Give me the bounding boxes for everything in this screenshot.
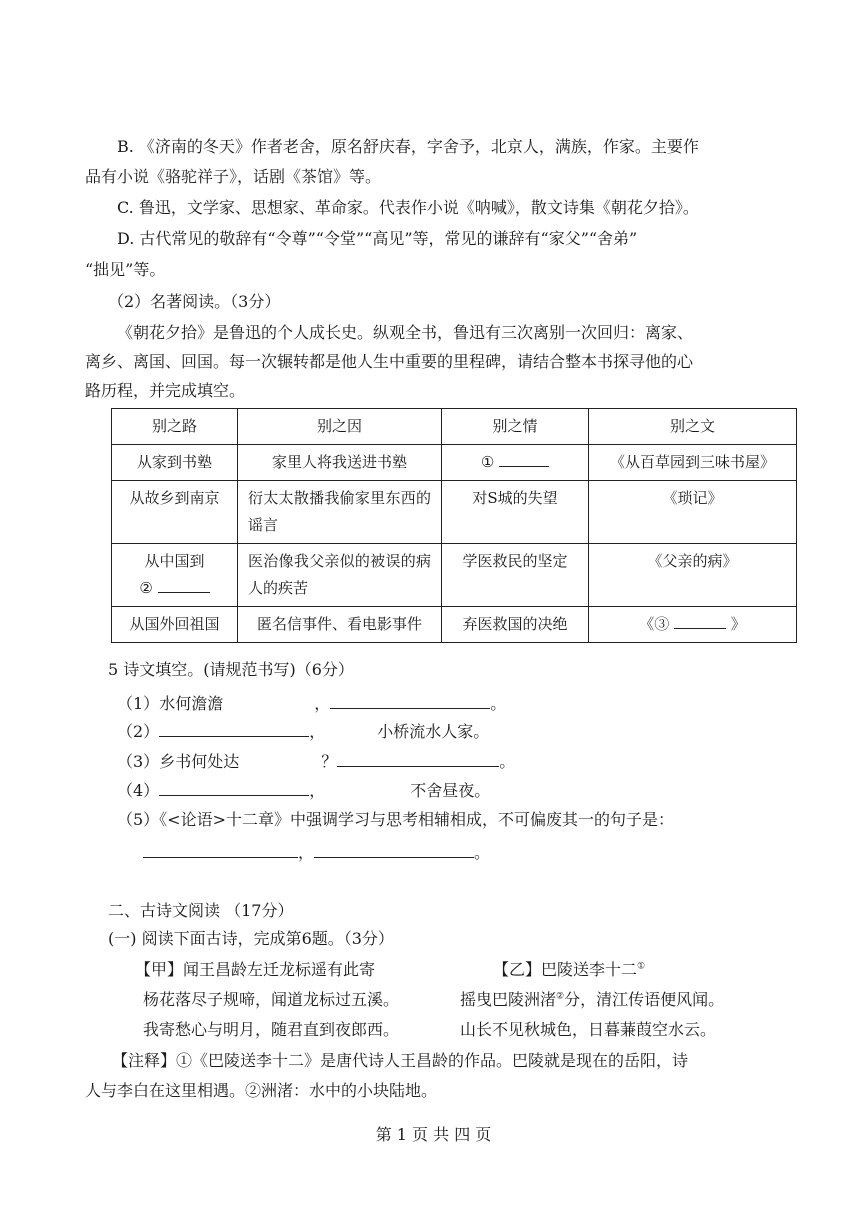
intro-line3: 路历程，并完成填空。 [85, 381, 246, 400]
line-number: （2） [117, 722, 160, 741]
comma: ， [309, 781, 326, 800]
table-row [112, 607, 797, 643]
comma: ， [309, 722, 326, 741]
poem-2-line-1-a: 摇曳巴陵洲渚 [460, 990, 557, 1009]
given-text: 水何澹澹 [159, 694, 224, 713]
answer-blank[interactable] [159, 719, 309, 737]
table-cell: 匿名信事件、看电影事件 [238, 607, 442, 643]
line-number: （1） [117, 694, 160, 713]
answer-blank[interactable] [314, 840, 474, 858]
intro-line1: 《朝花夕拾》是鲁迅的个人成长史。纵观全书，鲁迅有三次离别一次回归：离家、 [117, 323, 694, 342]
option-d-line1: D. 古代常见的敬辞有“令尊”“令堂”“高见”等，常见的谦辞有“家父”“舍弟” [117, 229, 638, 248]
footnote-mark: ① [637, 961, 646, 972]
answer-blank-3[interactable] [674, 611, 726, 629]
fill-line-1 [117, 691, 506, 715]
table-row [112, 445, 797, 481]
poem-1-line-2: 我寄愁心与明月，随君直到夜郎西。 [143, 1020, 400, 1039]
table-row [112, 481, 797, 544]
table-cell: 医治像我父亲似的被误的病人的疾苦 [238, 544, 442, 607]
period: 。 [490, 694, 507, 713]
table-cell: 从故乡到南京 [112, 481, 238, 544]
page-footer: 第 1 页 共 四 页 [375, 1125, 492, 1144]
table-cell: 对S城的失望 [442, 481, 589, 544]
poem-2-line-1 [460, 989, 724, 1011]
table-cell [589, 607, 797, 643]
answer-blank[interactable] [143, 840, 298, 858]
book-close-mark: 》 [730, 615, 746, 633]
poem-1-title: 【甲】闻王昌龄左迁龙标遥有此寄 [135, 960, 376, 979]
table-cell: 家里人将我送进书塾 [238, 445, 442, 481]
table-header-row [112, 409, 797, 445]
period: 。 [499, 752, 516, 771]
table-cell: 《从百草园到三味书屋》 [589, 445, 797, 481]
given-text: 乡书何处达 [159, 752, 240, 771]
table-header: 别之路 [112, 409, 238, 445]
table-cell: 弃医救国的决绝 [442, 607, 589, 643]
table-cell-line: 从中国到 [144, 552, 205, 570]
question-mark: ？ [321, 752, 338, 771]
fill-line-5-answer [143, 840, 490, 864]
option-d-line2: “拙见”等。 [85, 260, 166, 279]
reading-table [111, 408, 797, 643]
question-5-heading: 5 诗文填空。(请规范书写)（6分） [108, 660, 354, 679]
fill-line-5: （5）《<论语>十二章》中强调学习与思考相辅相成，不可偏废其一的句子是： [117, 810, 674, 829]
table-cell [112, 544, 238, 607]
line-number: （3） [117, 752, 160, 771]
section-2-subheading: (一) 阅读下面古诗，完成第6题。（3分） [108, 929, 394, 948]
footnote-mark: ② [556, 991, 565, 1002]
table-header: 别之情 [442, 409, 589, 445]
answer-blank[interactable] [337, 749, 499, 767]
option-c: C. 鲁迅，文学家、思想家、革命家。代表作小说《呐喊》，散文诗集《朝花夕拾》。 [117, 198, 699, 217]
comma: ， [314, 694, 331, 713]
given-text: 小桥流水人家。 [377, 722, 490, 741]
question-4-2-heading: （2）名著阅读。（3分） [108, 292, 281, 311]
blank-marker: 《③ [639, 615, 670, 633]
table-cell: 学医救民的坚定 [442, 544, 589, 607]
table-cell [442, 445, 589, 481]
period: 。 [474, 843, 491, 862]
fill-line-2 [117, 719, 489, 743]
comma: ， [298, 843, 315, 862]
note-line-2: 人与李白在这里相遇。②洲渚：水中的小块陆地。 [85, 1081, 438, 1100]
option-b-line1: B. 《济南的冬天》作者老舍，原名舒庆春，字舍予，北京人，满族，作家。主要作 [117, 137, 699, 156]
table-cell: 从家到书塾 [112, 445, 238, 481]
table-cell: 《父亲的病》 [589, 544, 797, 607]
answer-blank-2[interactable] [158, 575, 210, 593]
poem-2-title-text: 【乙】巴陵送李十二 [493, 960, 638, 979]
given-text: 不舍昼夜。 [410, 781, 491, 800]
note-line-1: 【注释】①《巴陵送李十二》是唐代诗人王昌龄的作品。巴陵就是现在的岳阳，诗 [112, 1051, 689, 1070]
answer-blank-1[interactable] [499, 449, 549, 467]
intro-line2: 离乡、离国、回国。每一次辗转都是他人生中重要的里程碑，请结合整本书探寻他的心 [85, 352, 694, 371]
table-cell: 《琐记》 [589, 481, 797, 544]
table-header: 别之文 [589, 409, 797, 445]
line-number: （4） [117, 781, 160, 800]
table-header: 别之因 [238, 409, 442, 445]
table-cell: 从国外回祖国 [112, 607, 238, 643]
blank-marker: ② [139, 579, 153, 597]
table-row [112, 544, 797, 607]
blank-marker: ① [480, 453, 495, 471]
poem-2-line-2: 山长不见秋城色，日暮蒹葭空水云。 [460, 1020, 717, 1039]
fill-line-3 [117, 749, 515, 773]
option-b-line2: 品有小说《骆驼祥子》，话剧《茶馆》等。 [85, 167, 382, 186]
answer-blank[interactable] [159, 778, 309, 796]
section-2-heading: 二、古诗文阅读 （17分） [108, 901, 294, 920]
poem-1-line-1: 杨花落尽子规啼，闻道龙标过五溪。 [143, 990, 400, 1009]
fill-line-4 [117, 778, 490, 802]
table-cell: 衍太太散播我偷家里东西的谣言 [238, 481, 442, 544]
poem-2-title [493, 959, 645, 981]
answer-blank[interactable] [330, 691, 490, 709]
poem-2-line-1-b: 分，清江传语便风闻。 [564, 990, 725, 1009]
